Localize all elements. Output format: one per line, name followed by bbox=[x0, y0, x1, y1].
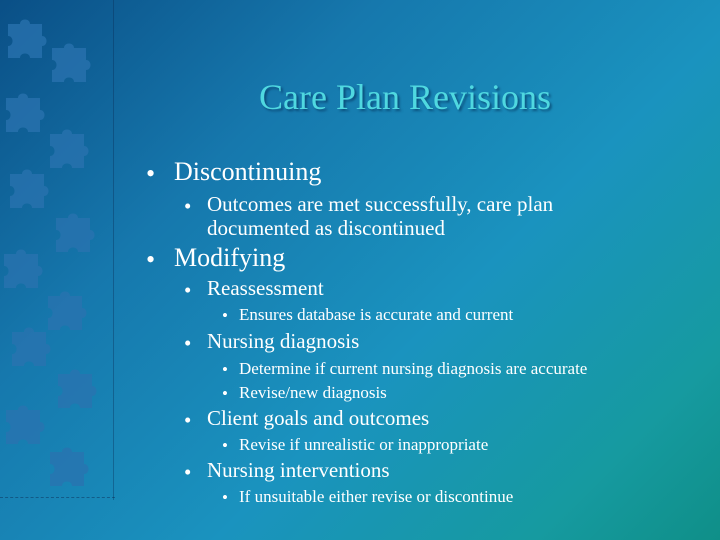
sub-bullet-outcomes-line2: documented as discontinued bbox=[207, 216, 445, 240]
bullet: • bbox=[222, 488, 228, 507]
sub-bullet-nursing-diagnosis: Nursing diagnosis bbox=[207, 329, 360, 353]
bullet-modifying: Modifying bbox=[174, 243, 286, 272]
bullet: • bbox=[184, 278, 192, 302]
bullet: • bbox=[184, 194, 192, 218]
bullet: • bbox=[222, 384, 228, 403]
detail-revise-diagnosis: Revise/new diagnosis bbox=[239, 383, 387, 402]
bullet: • bbox=[146, 245, 156, 274]
bullet: • bbox=[184, 331, 192, 355]
horizontal-dashed-rule bbox=[0, 497, 115, 498]
detail-determine-diagnosis: Determine if current nursing diagnosis are accurate bbox=[239, 359, 588, 378]
bullet: • bbox=[184, 408, 192, 432]
sub-bullet-nursing-interventions: Nursing interventions bbox=[207, 458, 390, 482]
bullet: • bbox=[222, 360, 228, 379]
vertical-rule bbox=[113, 0, 114, 500]
bullet: • bbox=[222, 436, 228, 455]
bullet: • bbox=[184, 460, 192, 484]
puzzle-pieces-decoration bbox=[0, 0, 120, 540]
bullet-discontinuing: Discontinuing bbox=[174, 157, 322, 186]
detail-unsuitable-revise: If unsuitable either revise or discontinue bbox=[239, 487, 514, 506]
detail-ensures-database: Ensures database is accurate and current bbox=[239, 305, 514, 324]
bullet: • bbox=[222, 306, 228, 325]
bullet: • bbox=[146, 159, 156, 188]
detail-revise-unrealistic: Revise if unrealistic or inappropriate bbox=[239, 435, 489, 454]
sub-bullet-reassessment: Reassessment bbox=[207, 276, 324, 300]
sub-bullet-client-goals: Client goals and outcomes bbox=[207, 406, 430, 430]
sub-bullet-outcomes-line1: Outcomes are met successfully, care plan bbox=[207, 192, 554, 216]
slide-title: Care Plan Revisions bbox=[259, 77, 551, 117]
